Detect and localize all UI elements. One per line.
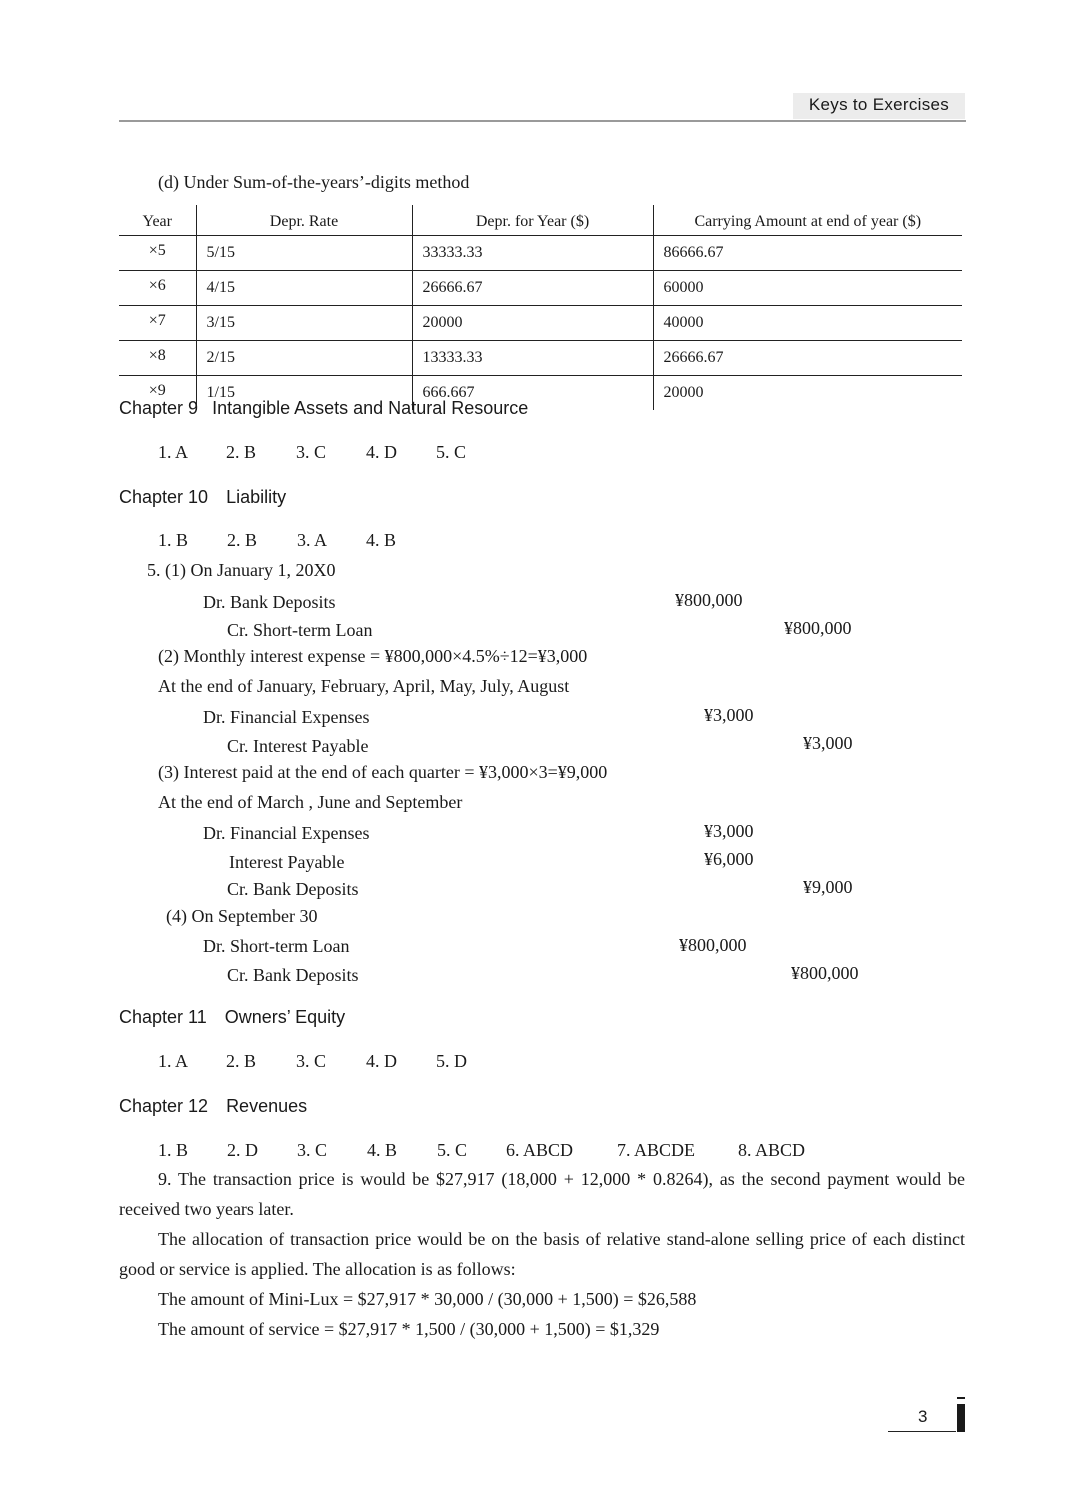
answer: 3. C [297,1140,328,1160]
chapter-12-answers [158,1139,805,1161]
repayment-text: (4) On September 30 [166,906,318,926]
cell-year: ×5 [119,236,196,271]
column-header-carrying: Carrying Amount at end of year ($) [653,205,962,236]
page-number: 3 [918,1407,928,1426]
entry-debit-amount: ¥800,000 [675,590,743,610]
cell-carrying: 60000 [653,271,962,306]
cell-rate: 5/15 [196,236,412,271]
entry-credit-amount: ¥800,000 [791,963,859,983]
entry-credit: Cr. Bank Deposits [227,879,359,899]
cell-depr: 13333.33 [412,341,653,376]
entry-credit-amount: ¥3,000 [803,733,853,753]
section-d-caption: (d) Under Sum-of-the-years’-digits method [158,172,470,192]
footer-rule [888,1431,956,1432]
answer: 7. ABCDE [617,1140,696,1160]
minilux-allocation: The amount of Mini-Lux = $27,917 * 30,000 / (30,000 + 1,500) = $26,588 [158,1289,697,1309]
entry-debit-amount: ¥3,000 [704,705,754,725]
answer: 8. ABCD [738,1140,806,1160]
chapter-title: Revenues [226,1096,308,1116]
quarterly-interest-text: (3) Interest paid at the end of each quarter = ¥3,000×3=¥9,000 [158,762,608,782]
answer: 3. A [297,530,328,550]
allocation-paragraph: The allocation of transaction price would be on the basis of relative stand-alone selling price of each distinct good or service is applied. The allocation is as follows: [119,1229,965,1279]
cell-depr: 666.667 [412,376,653,411]
quarterly-interest-when: At the end of March , June and September [158,792,463,812]
cell-depr: 26666.67 [412,271,653,306]
answer: 5. C [436,442,467,462]
answer: 5. C [437,1140,468,1160]
answer: 1. A [158,1051,189,1071]
answer: 4. B [367,1140,398,1160]
entry-credit: Cr. Short-term Loan [227,620,373,640]
table-row [119,236,962,271]
footer-bar [957,1404,965,1432]
chapter-11-answers [158,1050,467,1072]
answer: 2. D [227,1140,258,1160]
entry-debit: Interest Payable [229,852,345,872]
answer: 2. B [226,442,257,462]
chapter-9-answers [158,441,466,463]
table-row [119,306,962,341]
entry-debit: Dr. Financial Expenses [203,707,370,727]
cell-depr: 20000 [412,306,653,341]
header-rule [119,120,966,122]
footer-mark [957,1397,965,1399]
answer: 1. B [158,1140,189,1160]
q9-paragraph: 9. The transaction price is would be $27,917 (18,000 + 12,000 * 0.8264), as the second payment would be received two years later. [119,1169,965,1219]
chapter-10-answers [158,529,396,551]
chapter-10-heading [119,487,286,508]
answer: 5. D [436,1051,467,1071]
monthly-interest-text: (2) Monthly interest expense = ¥800,000×4.5%÷12=¥3,000 [158,646,588,666]
answer: 1. A [158,442,189,462]
entry-debit-amount: ¥3,000 [704,821,754,841]
cell-carrying: 40000 [653,306,962,341]
cell-carrying: 20000 [653,376,962,411]
answer: 1. B [158,530,189,550]
chapter-12-heading [119,1096,307,1117]
entry-debit-amount: ¥800,000 [679,935,747,955]
service-allocation: The amount of service = $27,917 * 1,500 / (30,000 + 1,500) = $1,329 [158,1319,660,1339]
entry-credit: Cr. Interest Payable [227,736,369,756]
cell-year: ×9 [148,382,166,399]
answer: 4. D [366,1051,397,1071]
cell-year: ×6 [119,271,196,306]
column-header-rate: Depr. Rate [196,205,412,236]
chapter-number: Chapter 12 [119,1096,209,1116]
answer: 2. B [227,530,258,550]
column-header-depr: Depr. for Year ($) [412,205,653,236]
answer: 4. B [366,530,397,550]
table-header-row [119,205,962,236]
entry-debit-amount: ¥6,000 [704,849,754,869]
answer: 6. ABCD [506,1140,574,1160]
entry-credit: Cr. Bank Deposits [227,965,359,985]
cell-rate: 3/15 [196,306,412,341]
q5-intro: 5. (1) On January 1, 20X0 [147,560,336,580]
entry-debit: Dr. Financial Expenses [203,823,370,843]
entry-debit: Dr. Short-term Loan [203,936,350,956]
chapter-title: Owners’ Equity [224,1007,346,1027]
monthly-interest-when: At the end of January, February, April, May, July, August [158,676,570,696]
chapter-number: Chapter 11 [119,1007,207,1027]
chapter-number: Chapter 9 [119,398,199,418]
chapter-number: Chapter 10 [119,487,209,507]
chapter-title: Liability [226,487,287,507]
answer: 4. D [366,442,397,462]
cell-depr: 33333.33 [412,236,653,271]
cell-rate: 1/15 [196,376,412,411]
cell-carrying: 86666.67 [653,236,962,271]
chapter-title: Intangible Assets and Natural Resource [212,398,529,418]
running-header-title: Keys to Exercises [808,95,950,114]
entry-credit-amount: ¥800,000 [784,618,852,638]
depreciation-table [119,205,962,410]
table-row [119,271,962,306]
answer: 3. C [296,1051,327,1071]
answer: 2. B [226,1051,257,1071]
entry-debit: Dr. Bank Deposits [203,592,336,612]
cell-rate: 2/15 [196,341,412,376]
cell-year: ×8 [119,341,196,376]
column-header-year: Year [119,205,196,236]
table-row [119,341,962,376]
cell-carrying: 26666.67 [653,341,962,376]
answer: 3. C [296,442,327,462]
cell-rate: 4/15 [196,271,412,306]
cell-year: ×7 [119,306,196,341]
chapter-9-heading [119,398,528,419]
entry-credit-amount: ¥9,000 [803,877,853,897]
chapter-11-heading [119,1007,345,1028]
